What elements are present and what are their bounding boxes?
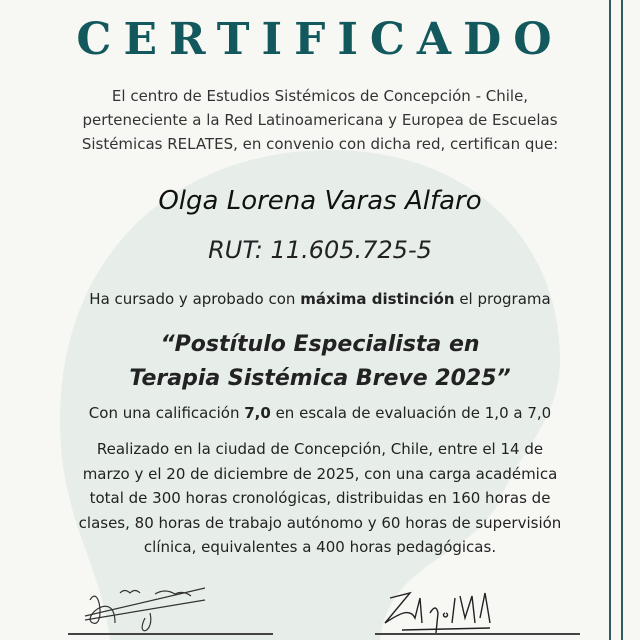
details-line: clases, 80 horas de trabajo autónomo y 60 horas de supervisión — [78, 513, 562, 532]
program-line: Terapia Sistémica Breve 2025” — [129, 366, 511, 391]
recipient-name: Olga Lorena Varas Alfaro — [158, 186, 482, 216]
details-line: total de 300 horas cronológicas, distribuidas en 160 horas de — [89, 489, 551, 507]
recipient-rut: RUT: 11.605.725-5 — [208, 236, 432, 264]
signature-line-left — [68, 633, 273, 635]
intro-line: Sistémicas RELATES, en convenio con dicha red, certifican que: — [81, 135, 559, 153]
grade-post: en escala de evaluación de 1,0 a 7,0 — [270, 404, 552, 422]
program-name — [0, 328, 640, 396]
program-line: “Postítulo Especialista en — [160, 332, 480, 357]
certificate-title: CERTIFICADO — [76, 14, 564, 65]
details-line: Realizado en la ciudad de Concepción, Chile, entre el 14 de — [96, 440, 544, 458]
approval-text — [0, 290, 640, 308]
signature-left — [75, 578, 215, 633]
intro-text — [0, 84, 640, 156]
intro-line: El centro de Estudios Sistémicos de Concepción - Chile, — [111, 87, 529, 105]
signature-line-right — [375, 633, 580, 635]
details-line: marzo y el 20 de diciembre de 2025, con una carga académica — [82, 464, 558, 483]
grade-pre: Con una calificación — [88, 404, 245, 422]
grade-text — [0, 404, 640, 422]
signature-right — [380, 578, 500, 633]
approval-pre: Ha cursado y aprobado con — [89, 290, 301, 308]
details-line: clínica, equivalentes a 400 horas pedagógicas. — [143, 538, 497, 556]
details-text — [0, 437, 640, 560]
approval-post: el programa — [454, 290, 551, 308]
distinction: máxima distinción — [300, 290, 455, 308]
intro-line: perteneciente a la Red Latinoamericana y Europea de Escuelas — [82, 111, 558, 129]
grade-value: 7,0 — [244, 404, 271, 422]
